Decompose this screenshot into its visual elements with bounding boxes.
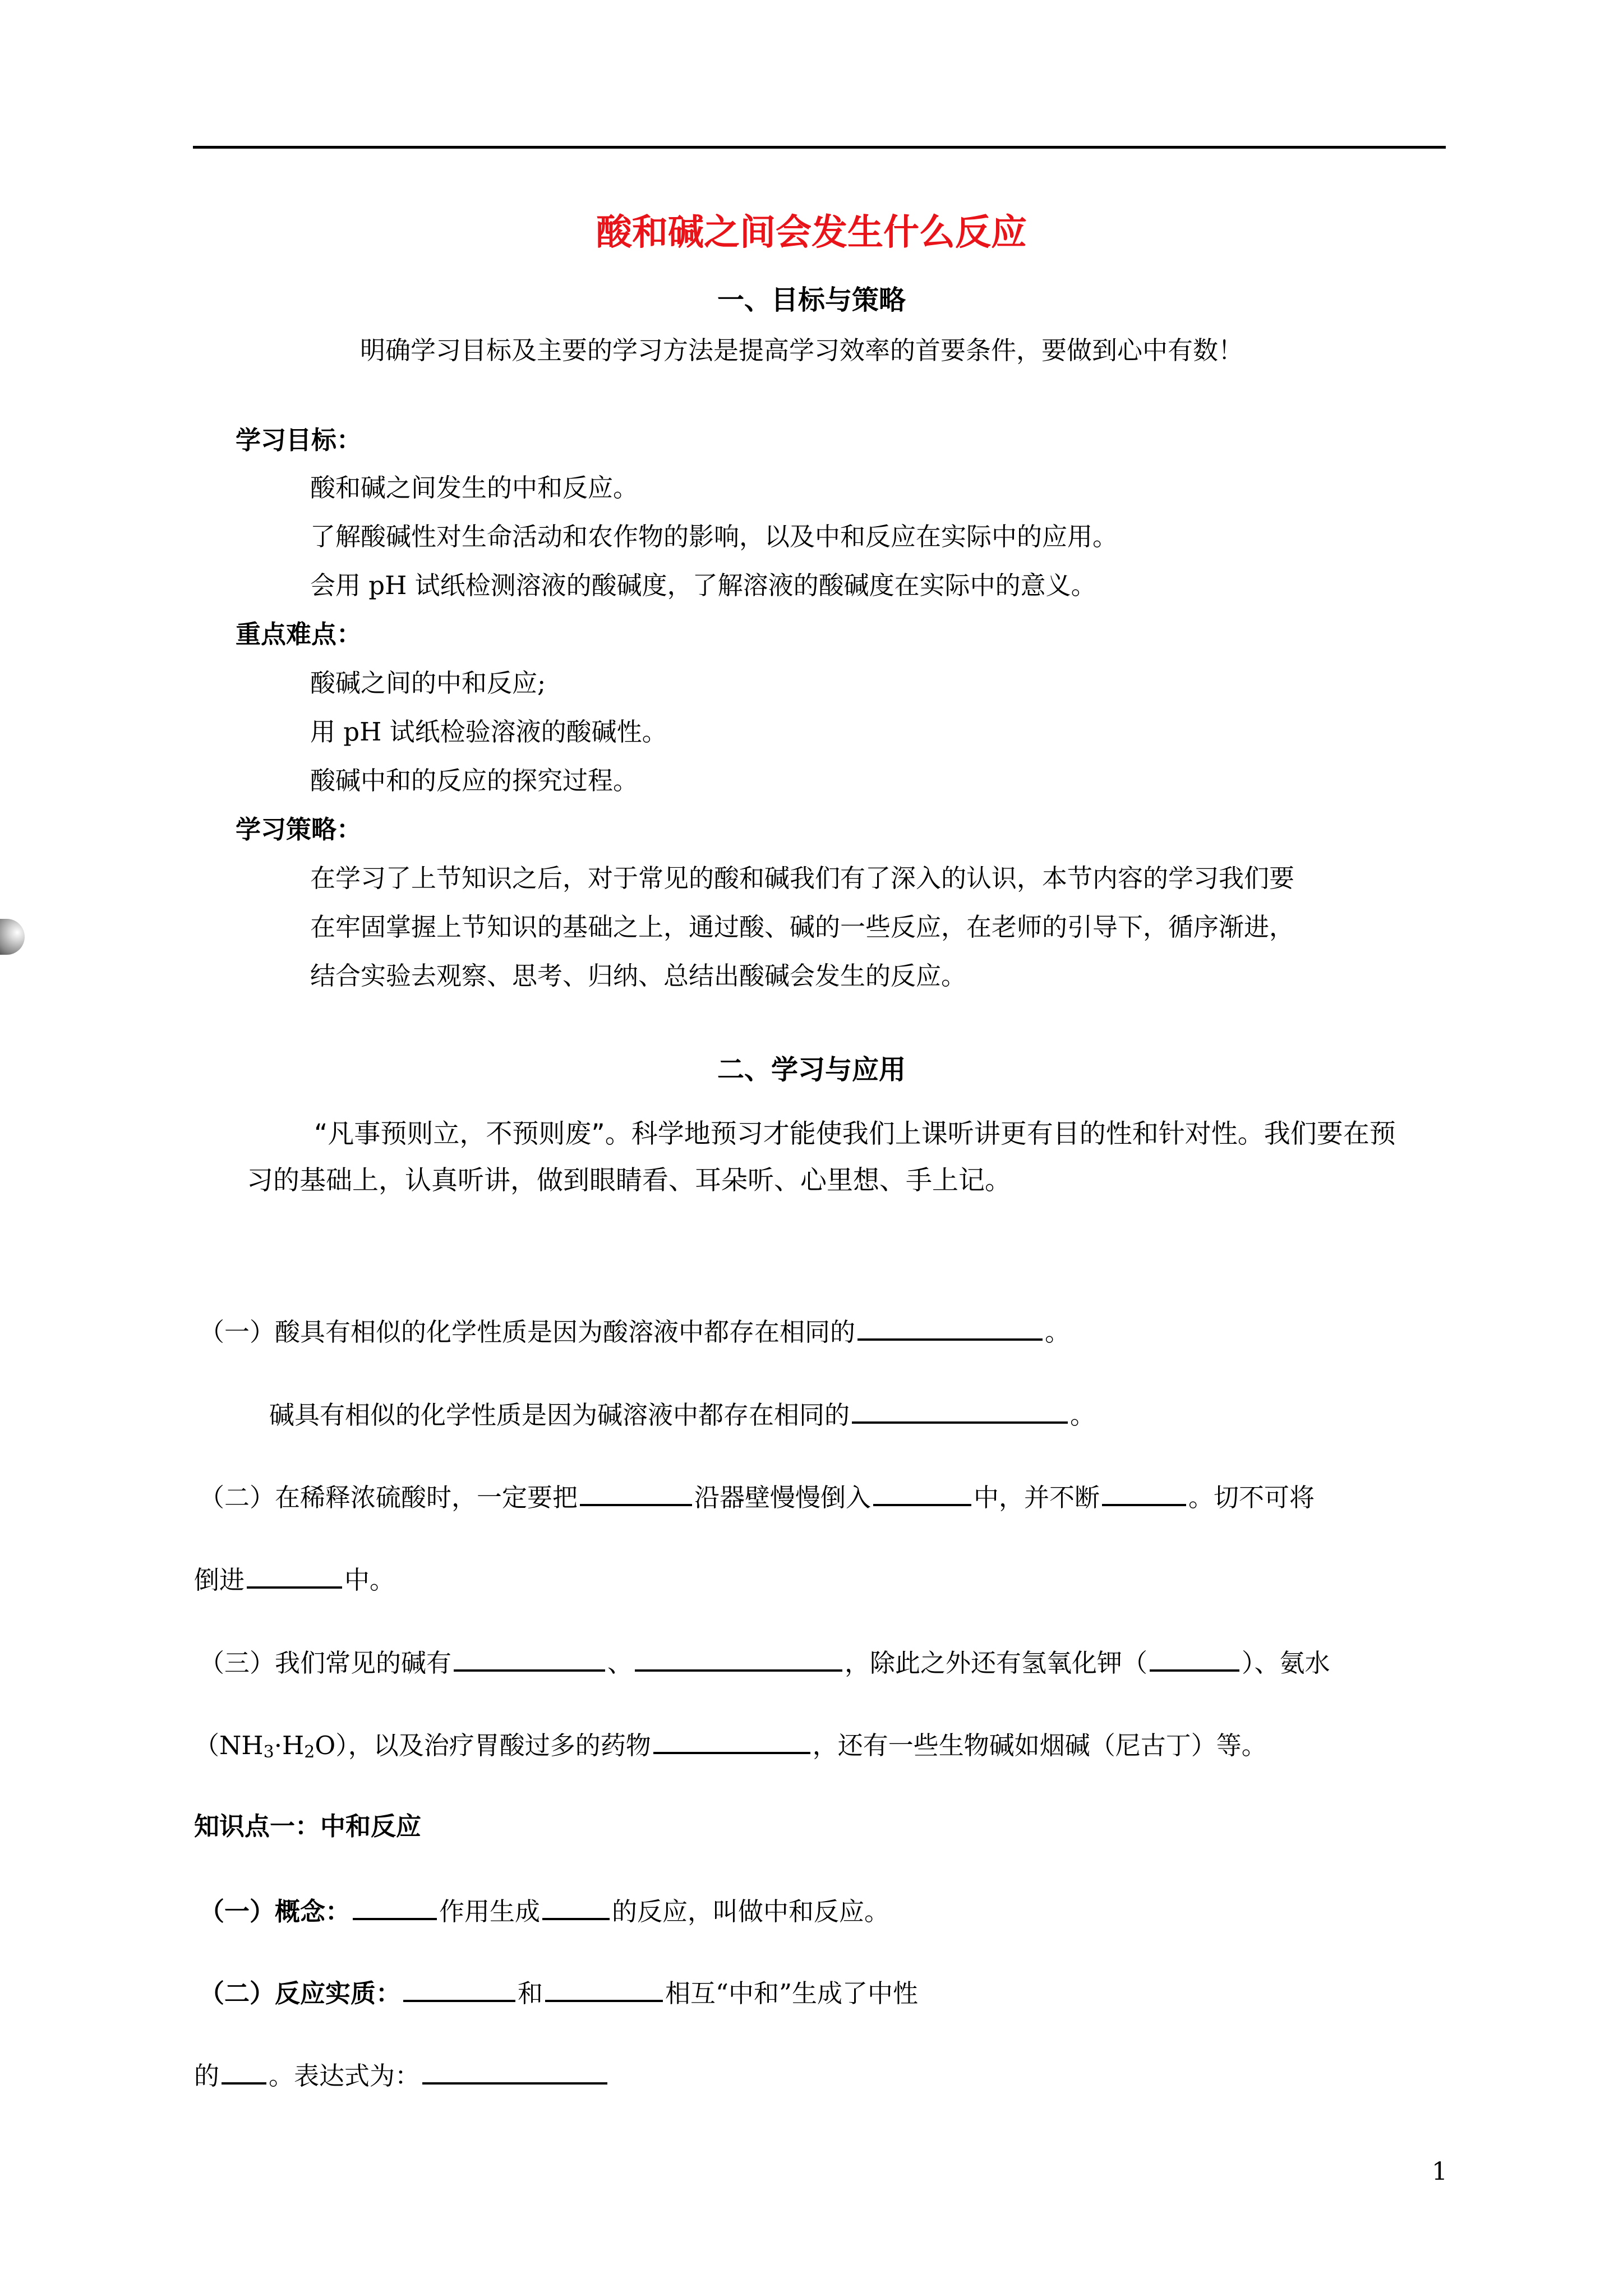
document-title: 酸和碱之间会发生什么反应 [596, 211, 1027, 254]
question-2: （二）在稀释浓硫酸时，一定要把 沿器壁慢慢倒入 中，并不断 。切不可将 [199, 1478, 1315, 1515]
answer-blank[interactable] [353, 1892, 437, 1920]
expression-line: 的 。表达式为： [194, 2056, 610, 2093]
section2-heading: 二、学习与应用 [717, 1054, 906, 1085]
strategy-line: 在牢固掌握上节知识的基础之上，通过酸、碱的一些反应，在老师的引导下，循序渐进， [310, 912, 1295, 942]
answer-blank[interactable] [1102, 1478, 1186, 1506]
key-points-label: 重点难点： [236, 619, 362, 649]
key-point-item: 用 pH 试纸检验溶液的酸碱性。 [310, 717, 667, 747]
answer-blank[interactable] [542, 1892, 610, 1920]
answer-blank[interactable] [873, 1478, 971, 1506]
answer-blank[interactable] [454, 1644, 605, 1672]
quote-line: “凡事预则立，不预则废”。科学地预习才能使我们上课听讲更有目的性和针对性。我们要在预 [314, 1119, 1396, 1149]
answer-blank[interactable] [222, 2056, 266, 2085]
key-point-item: 酸碱中和的反应的探究过程。 [310, 766, 639, 795]
strategy-line: 结合实验去观察、思考、归纳、总结出酸碱会发生的反应。 [310, 961, 967, 991]
goal-item: 了解酸碱性对生命活动和农作物的影响，以及中和反应在实际中的应用。 [310, 522, 1118, 551]
goals-label: 学习目标： [236, 425, 362, 455]
essence-line: （二）反应实质： 和 相互“中和”生成了中性 [199, 1974, 918, 2010]
scroll-marker-icon [0, 919, 25, 955]
knowledge-point-heading: 知识点一：中和反应 [194, 1811, 422, 1841]
answer-blank[interactable] [403, 1974, 515, 2002]
answer-blank[interactable] [580, 1478, 692, 1506]
quote-line: 习的基础上，认真听讲，做到眼睛看、耳朵听、心里想、手上记。 [247, 1165, 1011, 1196]
strategy-label: 学习策略： [236, 815, 362, 844]
goal-item: 酸和碱之间发生的中和反应。 [310, 473, 639, 503]
answer-blank[interactable] [635, 1644, 842, 1672]
answer-blank[interactable] [852, 1396, 1068, 1424]
question-3-cont: $(NH_3\cdot H_2O)$，以及治疗胃酸过多的药物 ，还有一些生物碱如烟碱（尼古丁）等。 [194, 1726, 1267, 1769]
answer-blank[interactable] [653, 1726, 810, 1754]
key-point-item: 酸碱之间的中和反应; [310, 668, 546, 698]
page-number: 1 [1432, 2157, 1447, 2186]
question-2-cont: 倒进 中。 [194, 1561, 395, 1597]
answer-blank[interactable] [247, 1561, 342, 1589]
goal-item: 会用 pH 试纸检测溶液的酸碱度，了解溶液的酸碱度在实际中的意义。 [310, 570, 1096, 600]
question-1a: （一）酸具有相似的化学性质是因为酸溶液中都存在相同的 。 [199, 1313, 1070, 1349]
question-3: （三）我们常见的碱有 、 ，除此之外还有氢氧化钾（ ）、氨水 [199, 1644, 1330, 1680]
section1-heading: 一、目标与策略 [717, 284, 906, 316]
answer-blank[interactable] [1150, 1644, 1239, 1672]
concept-line: （一）概念： 作用生成 的反应，叫做中和反应。 [199, 1892, 889, 1929]
answer-blank[interactable] [422, 2056, 607, 2085]
question-1b: 碱具有相似的化学性质是因为碱溶液中都存在相同的 。 [269, 1396, 1095, 1432]
answer-blank[interactable] [545, 1974, 663, 2002]
header-rule [193, 146, 1446, 149]
strategy-line: 在学习了上节知识之后，对于常见的酸和碱我们有了深入的认识，本节内容的学习我们要 [310, 863, 1295, 893]
section1-intro: 明确学习目标及主要的学习方法是提高学习效率的首要条件，要做到心中有数！ [360, 335, 1244, 365]
answer-blank[interactable] [857, 1313, 1043, 1341]
